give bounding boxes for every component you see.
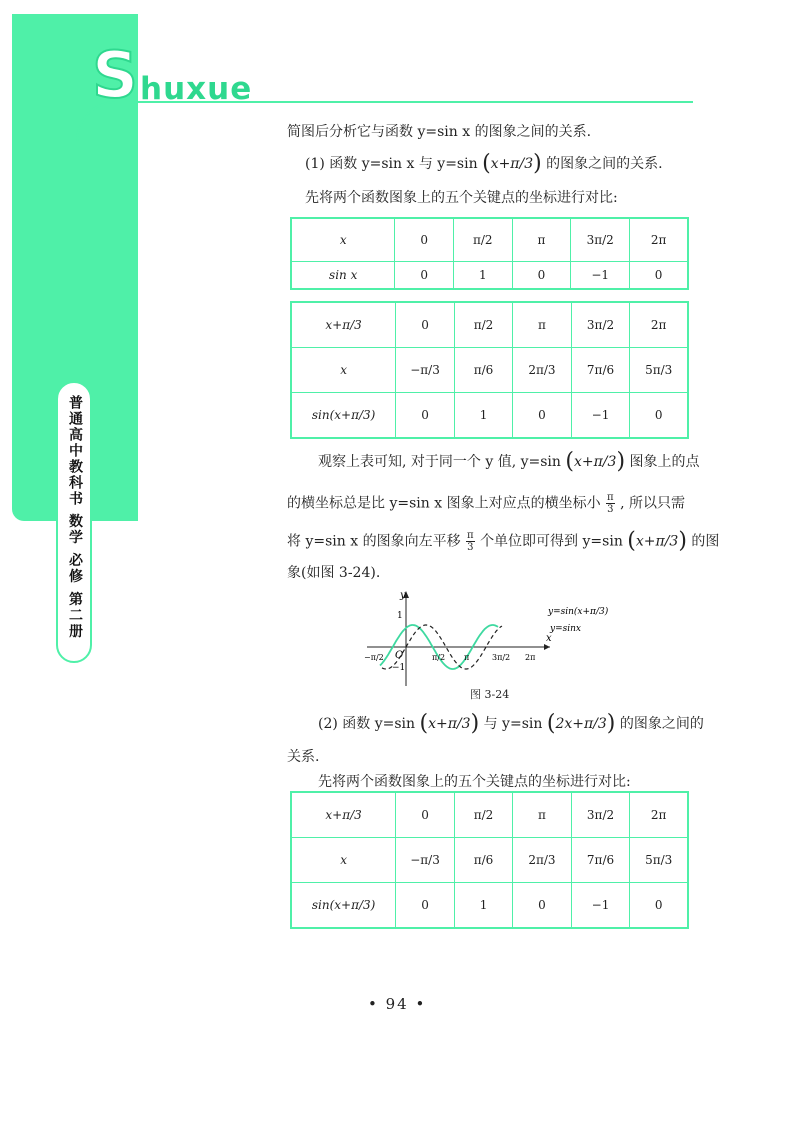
- p8-expr2: 2x+π/3: [555, 716, 607, 732]
- p5-a: 的横坐标总是比 y=sin x 图象上对应点的横坐标小: [287, 495, 601, 512]
- table-cell: sin(x+π/3): [291, 393, 396, 439]
- sine-shift-figure: [362, 588, 624, 692]
- table-row: [291, 792, 688, 838]
- book-title-tab: [56, 381, 92, 663]
- table-cell: π: [513, 302, 572, 348]
- table-cell: x+π/3: [291, 302, 396, 348]
- table-cell: 0: [395, 262, 453, 290]
- table-cell: 0: [513, 883, 572, 929]
- comparison-table-3: [290, 791, 689, 929]
- table-cell: 2π/3: [513, 348, 572, 393]
- paragraph-7: 象(如图 3-24).: [287, 565, 381, 581]
- table-cell: x: [291, 348, 396, 393]
- table-cell: 0: [396, 393, 455, 439]
- p2-suffix: 的图象之间的关系.: [546, 156, 663, 172]
- table-cell: 0: [513, 393, 572, 439]
- header-curve: [76, 101, 158, 193]
- table-cell: 1: [453, 262, 512, 290]
- table-cell: −π/3: [396, 838, 455, 883]
- paragraph-2: (1) 函数 y=sin x 与 y=sin (x+π/3) 的图象之间的关系.: [305, 151, 663, 176]
- p4-b: 图象上的点: [629, 454, 700, 470]
- table-cell: 0: [396, 792, 455, 838]
- table-cell: sin(x+π/3): [291, 883, 396, 929]
- table-cell: 1: [454, 883, 512, 929]
- table-row: [291, 393, 688, 439]
- tick-2pi: 2π: [525, 653, 536, 662]
- p2-expr: x+π/3: [490, 156, 534, 172]
- table-cell: 0: [396, 883, 455, 929]
- table-row: [291, 218, 688, 262]
- p8-mid: 与 y=sin: [483, 716, 543, 732]
- logo-rest: huxue: [140, 71, 253, 107]
- table-row: [291, 262, 688, 290]
- tick-3pi2: 3π/2: [492, 653, 511, 662]
- origin-label: O: [395, 650, 404, 661]
- table-cell: 0: [512, 262, 570, 290]
- table-cell: π/2: [453, 218, 512, 262]
- table-cell: π/6: [454, 838, 512, 883]
- table-cell: −1: [571, 883, 630, 929]
- book-title: 普通高中教科书 数学 必修 第二册: [67, 395, 83, 640]
- table-cell: π: [512, 218, 570, 262]
- table-cell: 3π/2: [571, 302, 630, 348]
- table-cell: x+π/3: [291, 792, 396, 838]
- table-cell: 0: [396, 302, 455, 348]
- table-cell: 5π/3: [630, 838, 688, 883]
- fraction-pi-3-b: $\frac{\pi}{3}$: [467, 530, 474, 553]
- fraction-pi-3: $\frac{\pi}{3}$: [607, 492, 614, 515]
- table-cell: π/6: [454, 348, 512, 393]
- table-cell: 2π: [630, 218, 688, 262]
- p4-expr: x+π/3: [573, 454, 617, 470]
- table-cell: 0: [630, 262, 688, 290]
- table-row: [291, 838, 688, 883]
- paragraph-6: 将 y=sin x 的图象向左平移 $\frac{\pi}{3}$ 个单位即可得到 y=sin (x+π/3) 的图: [287, 528, 720, 554]
- p8-expr1: x+π/3: [428, 716, 471, 732]
- table-row: [291, 883, 688, 929]
- table-cell: 2π/3: [513, 838, 572, 883]
- p2-prefix: (1) 函数 y=sin x 与 y=sin: [305, 156, 478, 172]
- y-neg-one-label: −1: [392, 663, 406, 673]
- table-cell: π/2: [454, 302, 512, 348]
- table-cell: −1: [571, 262, 630, 290]
- paragraph-9: 关系.: [287, 749, 320, 765]
- table-cell: 1: [454, 393, 512, 439]
- tick-pi: π: [464, 653, 470, 662]
- table-cell: 2π: [630, 792, 688, 838]
- tick-pi2: π/2: [432, 653, 446, 662]
- table-cell: 7π/6: [571, 838, 630, 883]
- table-cell: x: [291, 838, 396, 883]
- p6-c: 的图: [691, 533, 720, 550]
- table-cell: 0: [395, 218, 453, 262]
- table-cell: π/2: [454, 792, 512, 838]
- paragraph-4: 观察上表可知, 对于同一个 y 值, y=sin (x+π/3) 图象上的点: [318, 449, 700, 474]
- table-cell: 3π/2: [571, 218, 630, 262]
- y-one-label: 1: [397, 611, 403, 621]
- table-row: [291, 348, 688, 393]
- paragraph-10: 先将两个函数图象上的五个关键点的坐标进行对比:: [318, 774, 631, 790]
- p6-b: 个单位即可得到 y=sin: [480, 533, 623, 550]
- p6-a: 将 y=sin x 的图象向左平移: [287, 533, 461, 550]
- legend-sin: y=sinx: [550, 624, 581, 634]
- table-cell: 0: [630, 393, 688, 439]
- x-label: x: [546, 633, 552, 644]
- table-cell: 0: [630, 883, 688, 929]
- table-cell: 7π/6: [571, 348, 630, 393]
- y-label: y: [400, 590, 406, 601]
- page-number: • 94 •: [368, 995, 427, 1013]
- table-cell: −1: [571, 393, 630, 439]
- table-cell: π: [513, 792, 572, 838]
- paragraph-5: [287, 492, 685, 515]
- table-cell: −π/3: [396, 348, 455, 393]
- p5-b: , 所以只需: [620, 495, 685, 512]
- x-axis-arrow: [544, 644, 550, 650]
- p4-a: 观察上表可知, 对于同一个 y 值, y=sin: [318, 454, 561, 470]
- tick-neg-pi2: −π/2: [364, 653, 384, 662]
- logo-initial: S: [92, 39, 139, 113]
- comparison-table-1: [290, 217, 689, 290]
- table-cell: x: [291, 218, 395, 262]
- table-cell: 2π: [630, 302, 688, 348]
- table-cell: 5π/3: [630, 348, 688, 393]
- p8-suffix: 的图象之间的: [619, 716, 704, 732]
- paragraph-8: (2) 函数 y=sin (x+π/3) 与 y=sin (2x+π/3) 的图象之间的: [318, 711, 704, 736]
- paragraph-1: 简图后分析它与函数 y=sin x 的图象之间的关系.: [287, 124, 592, 140]
- comparison-table-2: [290, 301, 689, 439]
- p8-prefix: (2) 函数 y=sin: [318, 716, 416, 732]
- p6-expr: x+π/3: [635, 533, 679, 550]
- legend-shifted: y=sin(x+π/3): [548, 607, 609, 617]
- table-cell: 3π/2: [571, 792, 630, 838]
- paragraph-3: 先将两个函数图象上的五个关键点的坐标进行对比:: [305, 190, 618, 206]
- figure-caption: 图 3-24: [470, 688, 510, 701]
- table-cell: sin x: [291, 262, 395, 290]
- table-row: [291, 302, 688, 348]
